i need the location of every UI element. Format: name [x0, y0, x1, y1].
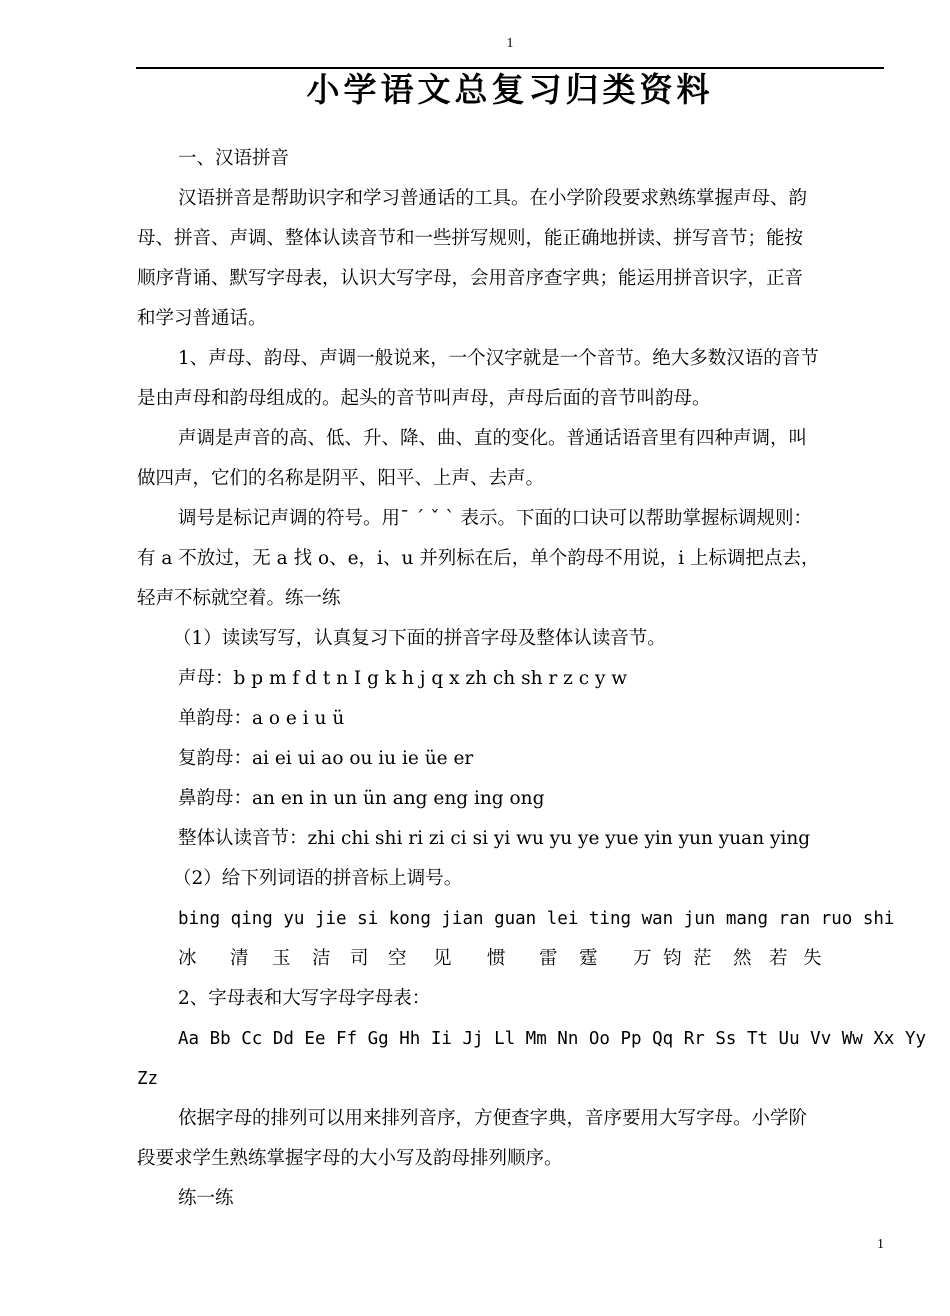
hanzi-char: 玉 [272, 948, 291, 969]
paragraph-line: 依据字母的排列可以用来排列音序，方便查字典，音序要用大写字母。小学阶 [178, 1108, 808, 1129]
footer-page-number: 1 [877, 1237, 884, 1252]
whole-syllables-line: 整体认读音节：zhi chi shi ri zi ci si yi wu yu ye yue yin yun yuan ying [178, 828, 811, 849]
compound-finals-line: 复韵母：ai ei ui ao ou iu ie üe er [178, 748, 474, 769]
hanzi-char: 冰 [178, 948, 197, 969]
nasal-finals-line: 鼻韵母：an en in un ün ang eng ing ong [178, 788, 545, 809]
hanzi-char: 见 [433, 948, 452, 969]
exercise-heading: 练一练 [178, 1188, 234, 1209]
alphabet-line: Zz [137, 1069, 159, 1089]
hanzi-char: 洁 [312, 948, 331, 969]
paragraph-line: 有 a 不放过，无 a 找 o、e，i、u 并列标在后，单个韵母不用说，i 上标调把点去， [137, 548, 820, 569]
hanzi-char: 霆 [579, 948, 598, 969]
initials-line: 声母：b p m f d t n I g k h j q x zh ch sh r z c y w [178, 668, 628, 689]
hanzi-char: 清 [230, 948, 249, 969]
hanzi-char: 然 [733, 948, 752, 969]
hanzi-char: 钧 [663, 948, 682, 969]
section-heading: 2、字母表和大写字母字母表： [178, 988, 431, 1009]
paragraph-line: 是由声母和韵母组成的。起头的音节叫声母，声母后面的音节叫韵母。 [137, 388, 711, 409]
paragraph-line: 顺序背诵、默写字母表，认识大写字母，会用音序查字典；能运用拼音识字，正音 [137, 268, 804, 289]
header-page-number: 1 [506, 36, 514, 51]
paragraph-line: 1、声母、韵母、声调一般说来，一个汉字就是一个音节。绝大多数汉语的音节 [178, 348, 819, 369]
hanzi-char: 雷 [539, 948, 558, 969]
paragraph-line: 调号是标记声调的符号。用ˉ ˊ ˇ ˋ 表示。下面的口诀可以帮助掌握标调规则： [178, 508, 813, 529]
paragraph-line: 声调是声音的高、低、升、降、曲、直的变化。普通话语音里有四种声调，叫 [178, 428, 808, 449]
hanzi-char: 司 [350, 948, 369, 969]
alphabet-line: Aa Bb Cc Dd Ee Ff Gg Hh Ii Jj Ll Mm Nn Oo Pp Qq Rr Ss Tt Uu Vv Ww Xx Yy [178, 1029, 927, 1049]
pinyin-line: bing qing yu jie si kong jian guan lei ting wan jun mang ran ruo shi [178, 909, 895, 929]
hanzi-char: 惯 [487, 948, 506, 969]
section-heading: 一、汉语拼音 [178, 148, 290, 169]
hanzi-row [137, 939, 897, 979]
paragraph-line: 和学习普通话。 [137, 308, 267, 329]
hanzi-char: 失 [803, 948, 822, 969]
single-finals-line: 单韵母：a o e i u ü [178, 708, 345, 729]
hanzi-char: 万 [633, 948, 652, 969]
hanzi-char: 空 [388, 948, 407, 969]
hanzi-char: 若 [769, 948, 788, 969]
paragraph-line: 段要求学生熟练掌握字母的大小写及韵母排列顺序。 [137, 1148, 563, 1169]
paragraph-line: 轻声不标就空着。练一练 [137, 588, 341, 609]
document-body [137, 139, 927, 1219]
exercise-heading: （2）给下列词语的拼音标上调号。 [173, 868, 463, 889]
exercise-heading: （1）读读写写，认真复习下面的拼音字母及整体认读音节。 [173, 628, 666, 649]
paragraph-line: 母、拼音、声调、整体认读音节和一些拼写规则，能正确地拼读、拼写音节；能按 [137, 228, 804, 249]
document-title: 小学语文总复习归类资料 [306, 70, 714, 109]
paragraph-line: 汉语拼音是帮助识字和学习普通话的工具。在小学阶段要求熟练掌握声母、韵 [178, 188, 808, 209]
hanzi-char: 茫 [693, 948, 712, 969]
paragraph-line: 做四声，它们的名称是阴平、阳平、上声、去声。 [137, 468, 545, 489]
